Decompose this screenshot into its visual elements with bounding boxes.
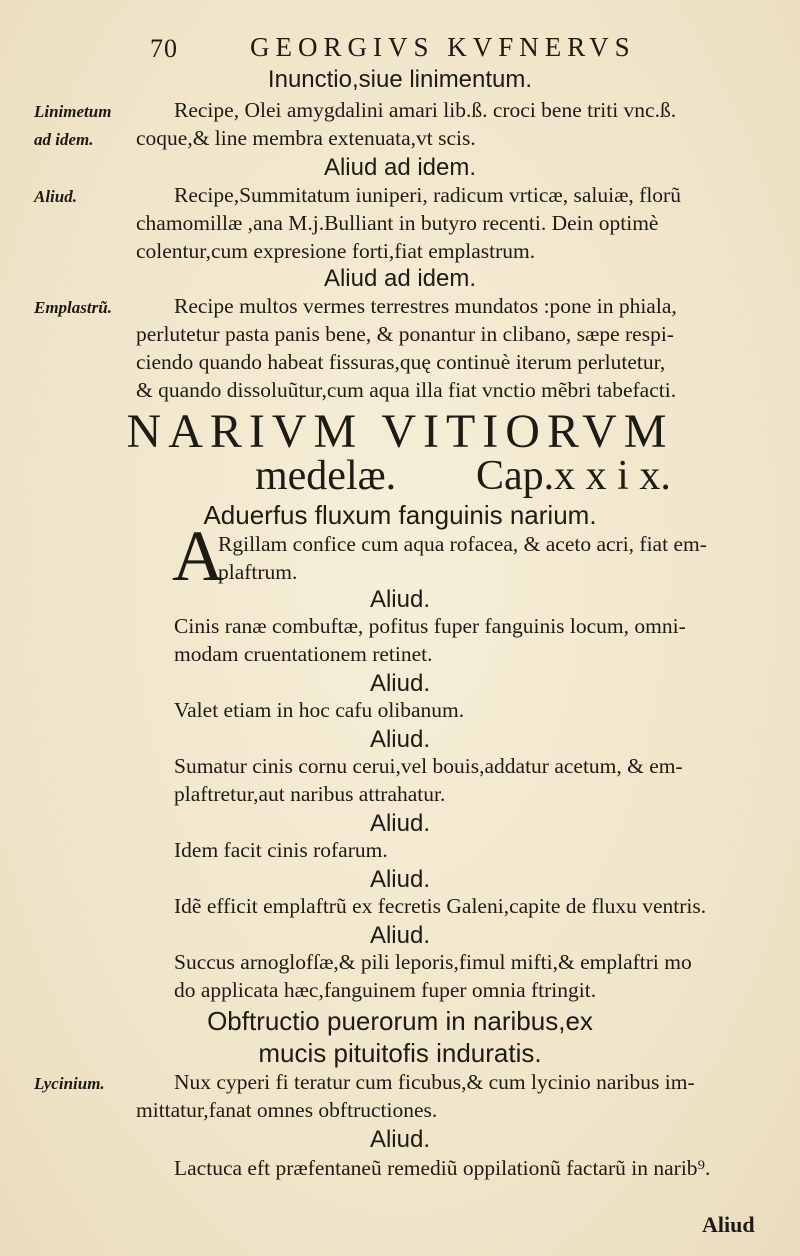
body-line: Nux cyperi fi teratur cum ficubus,& cum lycinio naribus im- [174, 1070, 695, 1094]
margin-note-aliud: Aliud. [34, 187, 77, 206]
aliud-heading: Aliud. [369, 670, 431, 697]
body-line: plaftretur,aut naribus attrahatur. [174, 782, 446, 806]
body-line: perlutetur pasta panis bene, & ponantur in clibano, sæpe respi- [136, 322, 674, 346]
running-head: GEORGIVS KVFNERVS [250, 32, 636, 62]
section-title-inunctio: Inunctio,siue linimentum. [267, 66, 533, 93]
body-line: Recipe, Olei amygdalini amari lib.ß. croci bene triti vnc.ß. [174, 98, 677, 122]
margin-note-ad-idem: ad idem. [34, 130, 94, 149]
section-title-fluxum: Aduerfus fluxum fanguinis narium. [203, 500, 597, 530]
body-line: Sumatur cinis cornu cerui,vel bouis,addatur acetum, & em- [174, 754, 683, 778]
aliud-heading: Aliud. [369, 866, 431, 893]
body-line: plaftrum. [218, 560, 298, 584]
section-title-aliud-ad-idem: Aliud ad idem. [323, 154, 477, 181]
body-line: Rgillam confice cum aqua rofacea, & aceto acri, fiat em- [218, 532, 707, 556]
page-number: 70 [150, 34, 178, 63]
chapter-subheading: medelæ. [255, 453, 397, 499]
catchword: Aliud [702, 1212, 755, 1237]
body-line: Recipe,Summitatum iuniperi, radicum vrticæ, saluiæ, florũ [174, 183, 681, 207]
aliud-heading: Aliud. [369, 810, 431, 837]
section-title-obstructio-2: mucis pituitofis induratis. [258, 1038, 542, 1068]
body-line: Valet etiam in hoc cafu olibanum. [174, 698, 465, 722]
body-line: do applicata hæc,fanguinem fuper omnia ftringit. [174, 978, 597, 1002]
aliud-heading: Aliud. [369, 922, 431, 949]
margin-note-lycinium: Lycinium. [34, 1074, 105, 1093]
chapter-number: Cap.x x i x. [476, 453, 671, 499]
body-line: modam cruentationem retinet. [174, 642, 433, 666]
drop-capital: A [172, 516, 224, 596]
section-title-obstructio: Obftructio puerorum in naribus,ex [207, 1006, 593, 1036]
body-line: & quando dissoluũtur,cum aqua illa fiat vnctio mẽbri tabefacti. [136, 378, 677, 402]
aliud-heading: Aliud. [369, 1126, 431, 1153]
margin-note-emplastrum: Emplastrũ. [34, 298, 112, 317]
chapter-heading: NARIVM VITIORVM [126, 405, 674, 458]
body-line: Cinis ranæ combuftæ, pofitus fuper fanguinis locum, omni- [174, 614, 686, 638]
body-line: mittatur,fanat omnes obftructiones. [136, 1098, 438, 1122]
body-line: coque,& line membra extenuata,vt scis. [136, 126, 476, 150]
body-line: colentur,cum expresione forti,fiat emplastrum. [136, 239, 536, 263]
aliud-heading: Aliud. [369, 726, 431, 753]
body-line: chamomillæ ,ana M.j.Bulliant in butyro recenti. Dein optimè [136, 211, 659, 235]
aliud-heading: Aliud. [369, 586, 431, 613]
body-line: Idẽ efficit emplaftrũ ex fecretis Galeni,capite de fluxu ventris. [174, 894, 707, 918]
body-line: Succus arnoglofſæ,& pili leporis,fimul mifti,& emplaftri mo [174, 950, 692, 974]
body-line: Idem facit cinis rofarum. [174, 838, 388, 862]
body-line: ciendo quando habeat fissuras,quę continuè iterum perlutetur, [136, 350, 666, 374]
body-line: Recipe multos vermes terrestres mundatos :pone in phiala, [174, 294, 677, 318]
margin-note-linimentum: Linimetum [34, 102, 112, 121]
section-title-aliud-ad-idem-2: Aliud ad idem. [323, 265, 477, 292]
body-line: Lactuca eft præfentaneũ remediũ oppilationũ factarũ in narib⁹. [174, 1156, 711, 1180]
